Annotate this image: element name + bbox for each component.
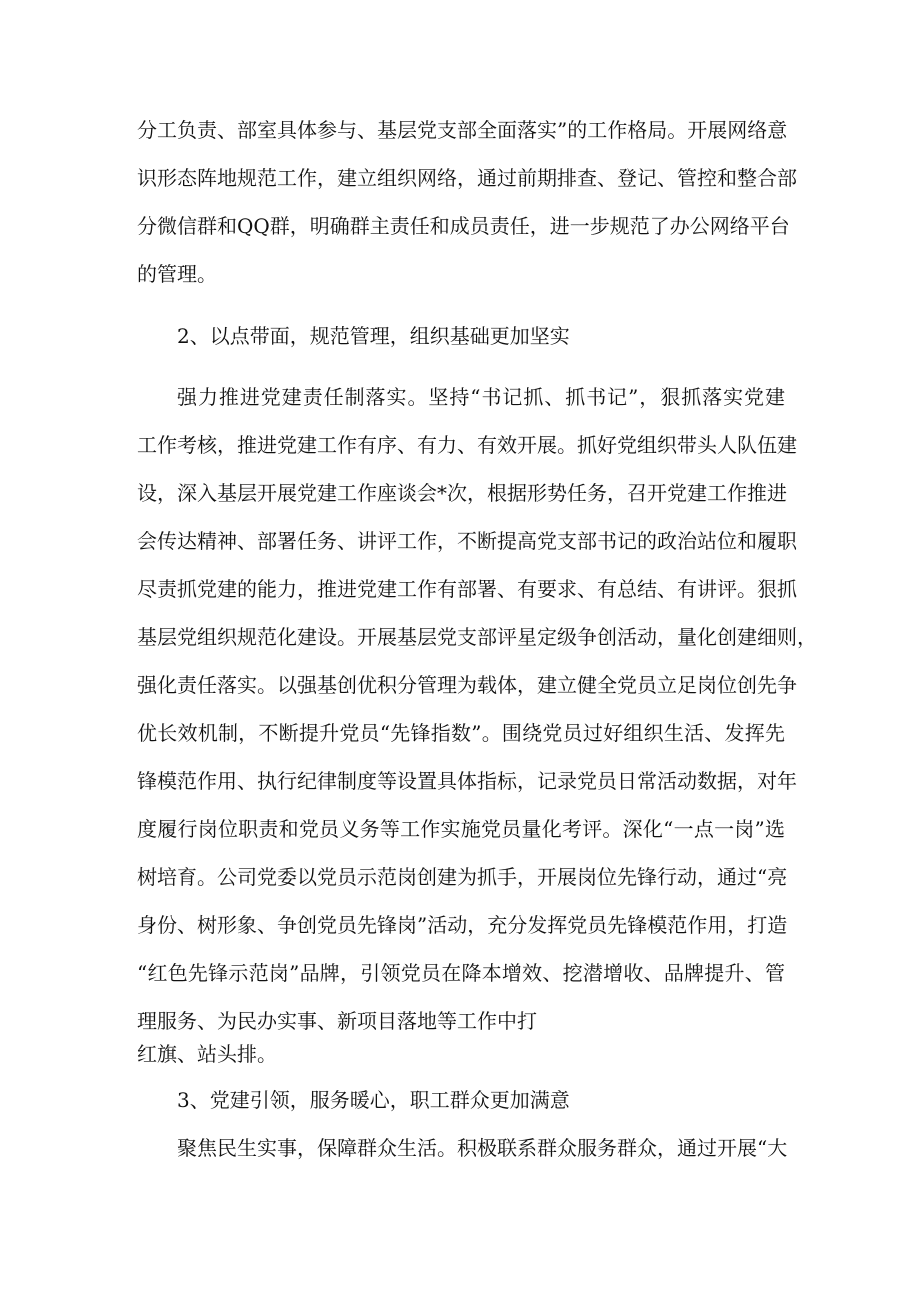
paragraph-line: 聚焦民生实事，保障群众生活。积极联系群众服务群众，通过开展“大: [177, 1136, 788, 1160]
section-heading-3: 3、党建引领，服务暖心，职工群众更加满意: [177, 1088, 570, 1112]
paragraph-line: 识形态阵地规范工作，建立组织网络，通过前期排查、登记、管控和整合部: [137, 166, 797, 190]
section-heading-2: 2、以点带面，规范管理，组织基础更加坚实: [177, 324, 570, 348]
paragraph-line: 树培育。公司党委以党员示范岗创建为抓手，开展岗位先锋行动，通过“亮: [137, 865, 788, 889]
paragraph-line: 优长效机制，不断提升党员“先锋指数”。围绕党员过好组织生活、发挥先: [137, 721, 785, 745]
paragraph-line: 分微信群和QQ群，明确群主责任和成员责任，进一步规范了办公网络平台: [137, 214, 790, 238]
paragraph-line: 分工负责、部室具体参与、基层党支部全面落实”的工作格局。开展网络意: [137, 118, 788, 142]
paragraph-line: 设，深入基层开展党建工作座谈会*次，根据形势任务，召开党建工作推进: [137, 481, 787, 505]
paragraph-line: 理服务、为民办实事、新项目落地等工作中打: [137, 1009, 537, 1033]
paragraph-line: 锋模范作用、执行纪律制度等设置具体指标，记录党员日常活动数据，对年: [137, 769, 797, 793]
paragraph-line: 红旗、站头排。: [137, 1042, 277, 1066]
paragraph-line: 会传达精神、部署任务、讲评工作，不断提高党支部书记的政治站位和履职: [137, 529, 797, 553]
paragraph-line: 强力推进党建责任制落实。坚持“书记抓、抓书记”，狠抓落实党建: [177, 385, 785, 409]
paragraph-line: 身份、树形象、争创党员先锋岗”活动，充分发挥党员先锋模范作用，打造: [137, 913, 788, 937]
paragraph-line: “红色先锋示范岗”品牌，引领党员在降本增效、挖潜增收、品牌提升、管: [137, 961, 785, 985]
paragraph-line: 强化责任落实。以强基创优积分管理为载体，建立健全党员立足岗位创先争: [137, 673, 797, 697]
paragraph-line: 的管理。: [137, 262, 217, 286]
paragraph-line: 基层党组织规范化建设。开展基层党支部评星定级争创活动，量化创建细则，: [137, 625, 817, 649]
paragraph-line: 尽责抓党建的能力，推进党建工作有部署、有要求、有总结、有讲评。狠抓: [137, 577, 797, 601]
paragraph-line: 度履行岗位职责和党员义务等工作实施党员量化考评。深化“一点一岗”选: [137, 817, 785, 841]
paragraph-line: 工作考核，推进党建工作有序、有力、有效开展。抓好党组织带头人队伍建: [137, 433, 797, 457]
